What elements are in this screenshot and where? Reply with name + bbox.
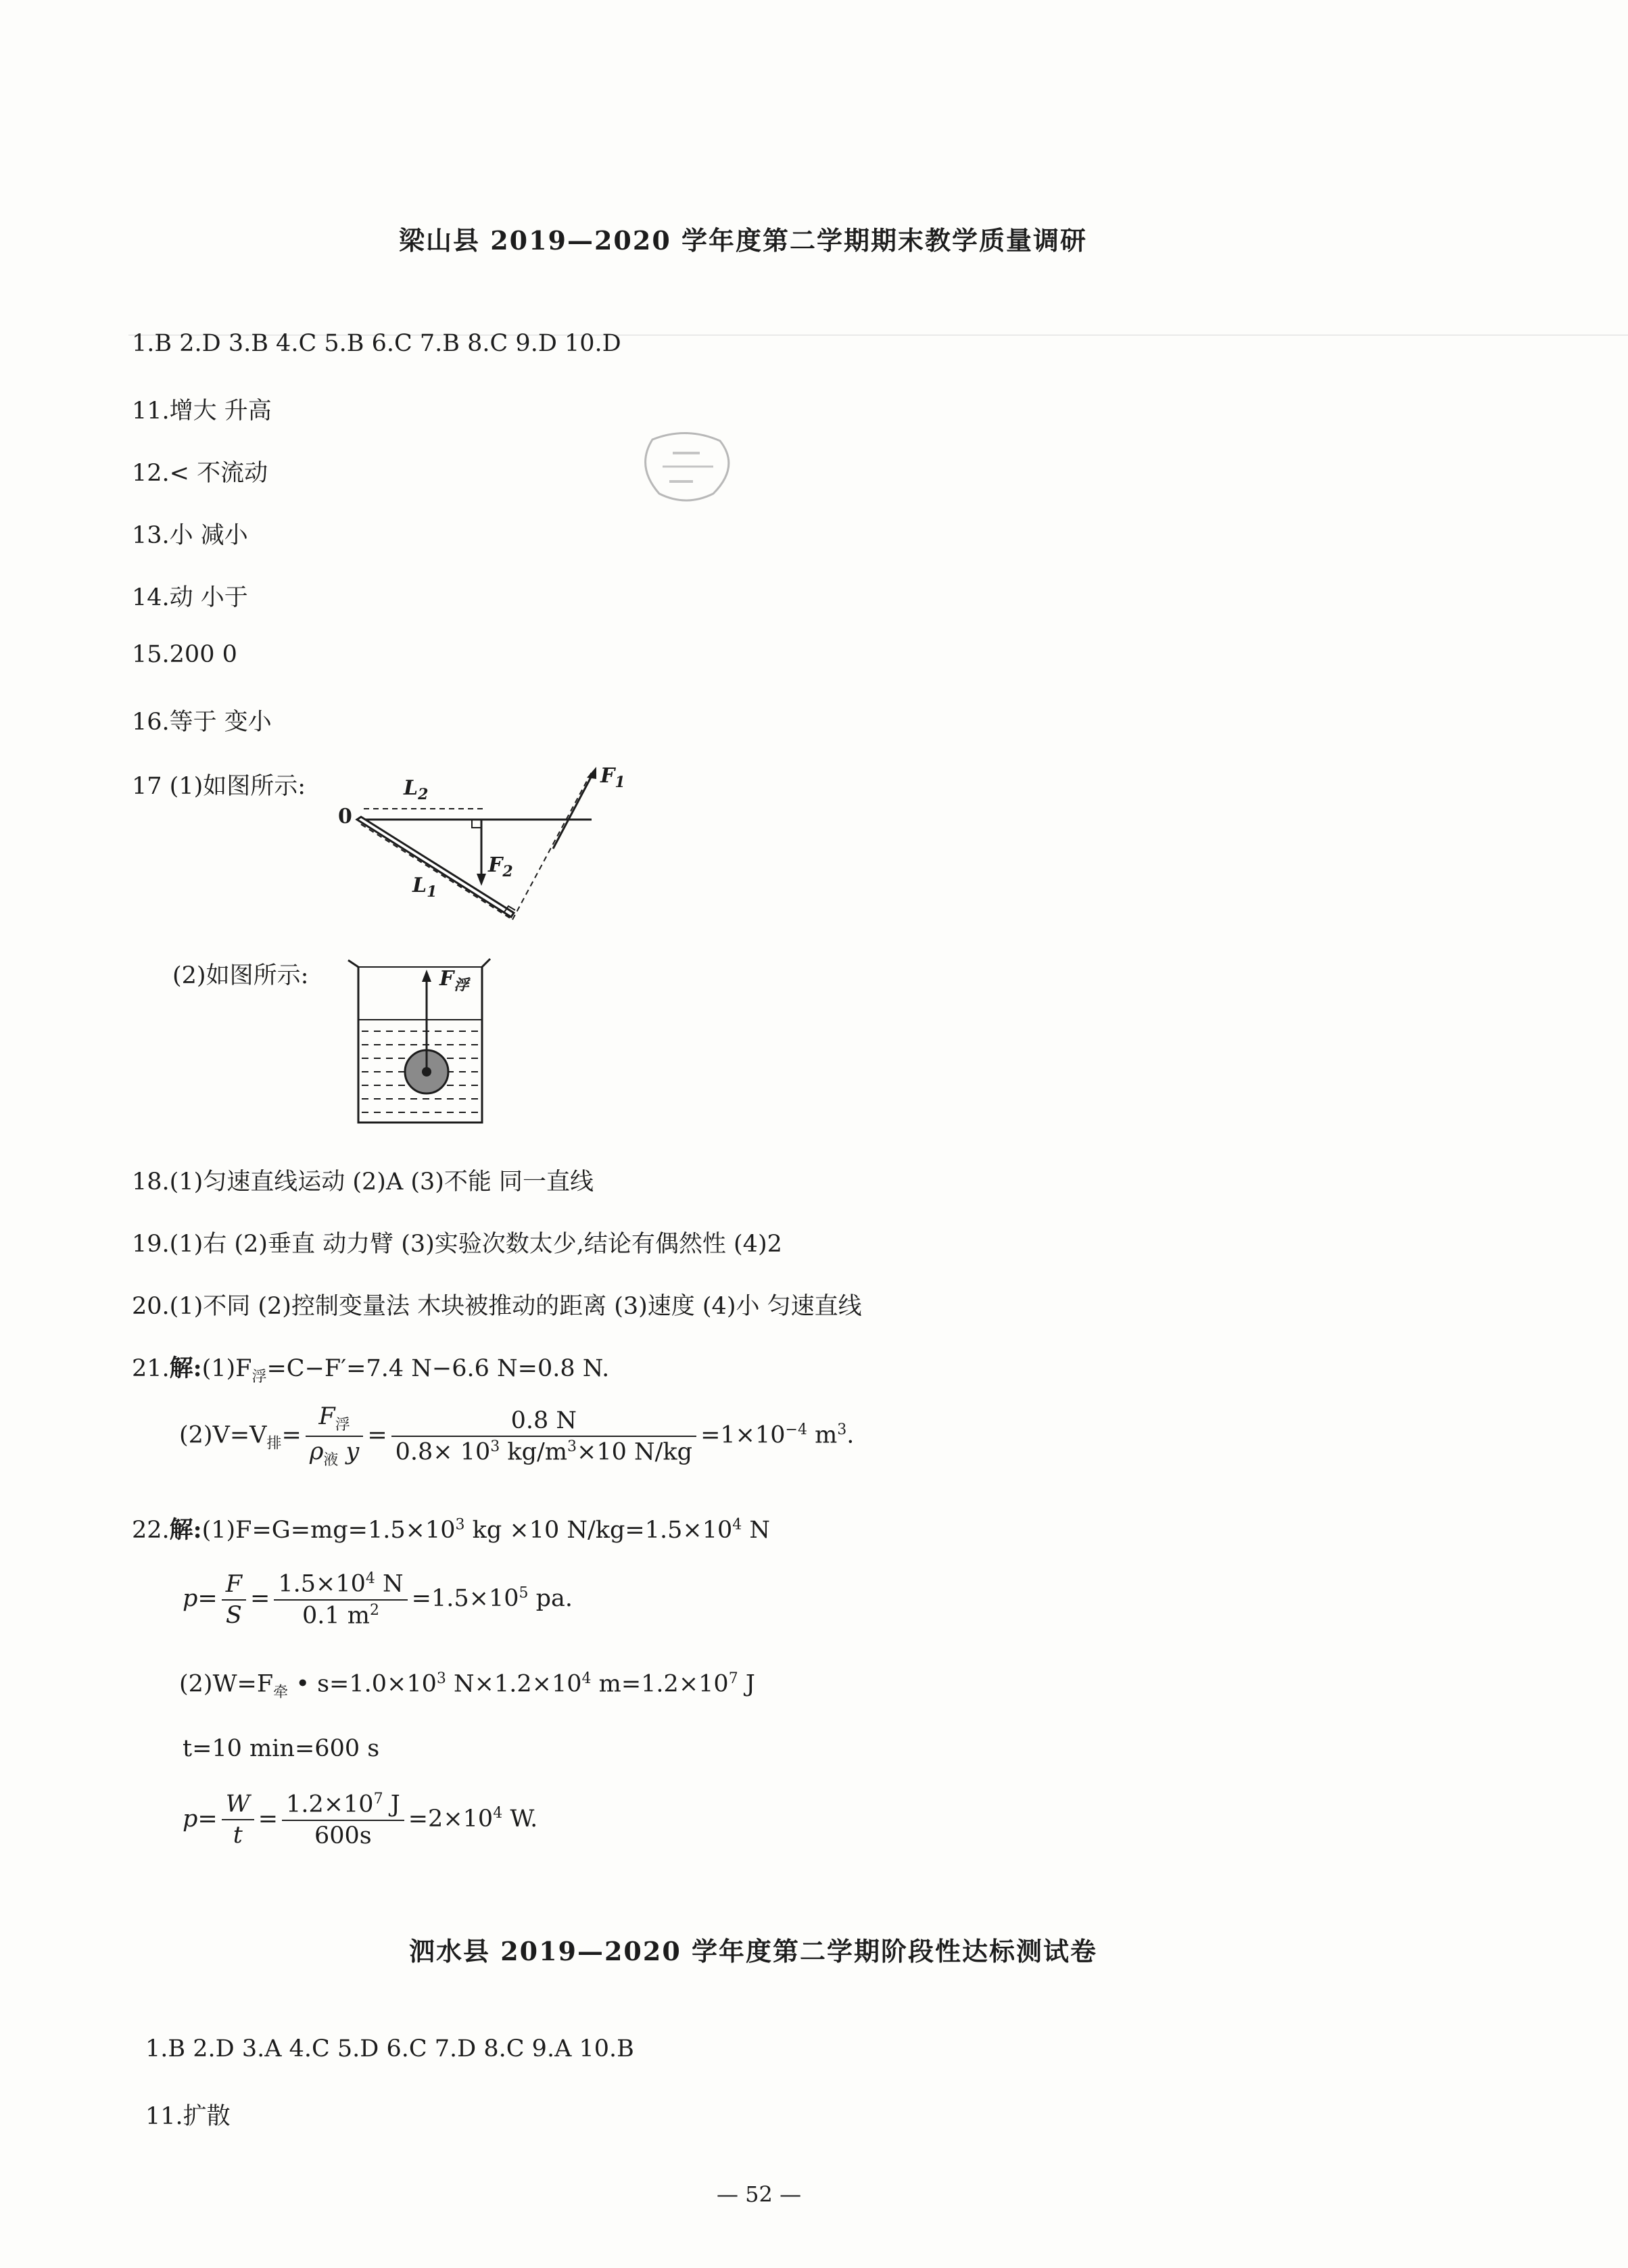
answer-16: 16.等于 变小 <box>132 709 272 736</box>
fig1-f2-label: $F_2$ <box>488 853 513 880</box>
answer-row-1-10: 1.B 2.D 3.B 4.C 5.B 6.C 7.B 8.C 9.D 10.D <box>132 330 621 357</box>
beaker-diagram <box>341 953 497 1129</box>
answer-18: 18.(1)匀速直线运动 (2)A (3)不能 同一直线 <box>132 1168 594 1196</box>
answer-19: 19.(1)右 (2)垂直 动力臂 (3)实验次数太少,结论有偶然性 (4)2 <box>132 1231 782 1258</box>
answer-22-time: t=10 min=600 s <box>183 1735 380 1762</box>
section1-title: 梁山县 2019—2020 学年度第二学期期末教学质量调研 <box>399 225 1087 256</box>
answer-20: 20.(1)不同 (2)控制变量法 木块被推动的距离 (3)速度 (4)小 匀速直线 <box>132 1293 862 1320</box>
answer-22-work: $(2)W=F_牵$ • $s=1.0\times 10^3$ $N\times 1.2\times 10^4$ $m=1.2\times 10^7$ J <box>179 1670 755 1701</box>
answer-11: 11.增大 升高 <box>132 398 272 425</box>
fig1-o-label: 0 <box>338 805 352 828</box>
answer-22-line1: 22.解$:(1)F=G=mg=1.5\times 10^3$ kg ×10 $N/kg=1.5\times 10^4$ N <box>132 1516 771 1544</box>
section2-title: 泗水县 2019—2020 学年度第二学期阶段性达标测试卷 <box>409 1936 1097 1966</box>
page-number: — 52 — <box>717 2181 802 2207</box>
answer-22-power: p= $\frac{W}{t}$ = $\frac{1.2\times 10^7 J}{600s}$ $=2\times 10^4$ W. <box>183 1791 538 1849</box>
answer-14: 14.动 小于 <box>132 584 248 611</box>
fig1-l2-label: $L_2$ <box>404 776 429 803</box>
lever-diagram <box>331 757 615 947</box>
section2-answer-11: 11.扩散 <box>145 2103 231 2130</box>
answer-22-pressure: p= $\frac{F}{S}$ = $\frac{1.5\times 10^4 N}{0.1 m^2}$ $=1.5\times 10^5$ pa. <box>183 1570 573 1630</box>
fraction-power-value: $\frac{1.2\times 10^7 J}{600s}$ <box>282 1791 404 1849</box>
fig2-f-label: $F_浮$ <box>439 967 469 994</box>
fraction-f-over-s: $\frac{F}{S}$ <box>222 1571 246 1629</box>
fraction-volume: $\frac{0.8 N}{0.8\times 10^3 kg/m^3\times 10 N/kg}$ <box>391 1407 696 1466</box>
answer-21-line1: 21.解$:(1)F_浮=C-F'=7.4$ N−6.6 N=0.8 N. <box>132 1354 610 1386</box>
answer-12: 12.< 不流动 <box>132 460 268 487</box>
fraction-w-over-t: $\frac{W}{t}$ <box>222 1791 254 1849</box>
fig1-l1-label: $L_1$ <box>412 874 437 901</box>
section2-answer-row-1-10: 1.B 2.D 3.A 4.C 5.D 6.C 7.D 8.C 9.A 10.B <box>145 2035 634 2062</box>
fig1-f1-label: $F_1$ <box>600 764 625 791</box>
fraction-pressure-value: $\frac{1.5\times 10^4 N}{0.1 m^2}$ <box>274 1570 407 1629</box>
question-17-part1-label: 17 (1)如图所示: <box>132 773 306 800</box>
stamp-seal-icon <box>632 426 740 507</box>
fraction-buoyancy: $\frac{F_浮}{\rho_液 y}$ <box>306 1403 364 1469</box>
question-17-part2-label: (2)如图所示: <box>172 962 309 989</box>
answer-15: 15.200 0 <box>132 641 237 668</box>
answer-21-line2: $(2)V=V_排=$ $\frac{F_浮}{\rho_液 y}$ = $\frac{0.8 N}{0.8\times 10^3 kg/m^3\times 10 N/kg}$ $=1\times 10^{-4}$ $m^3$. <box>179 1403 855 1469</box>
answer-13: 13.小 减小 <box>132 522 248 549</box>
